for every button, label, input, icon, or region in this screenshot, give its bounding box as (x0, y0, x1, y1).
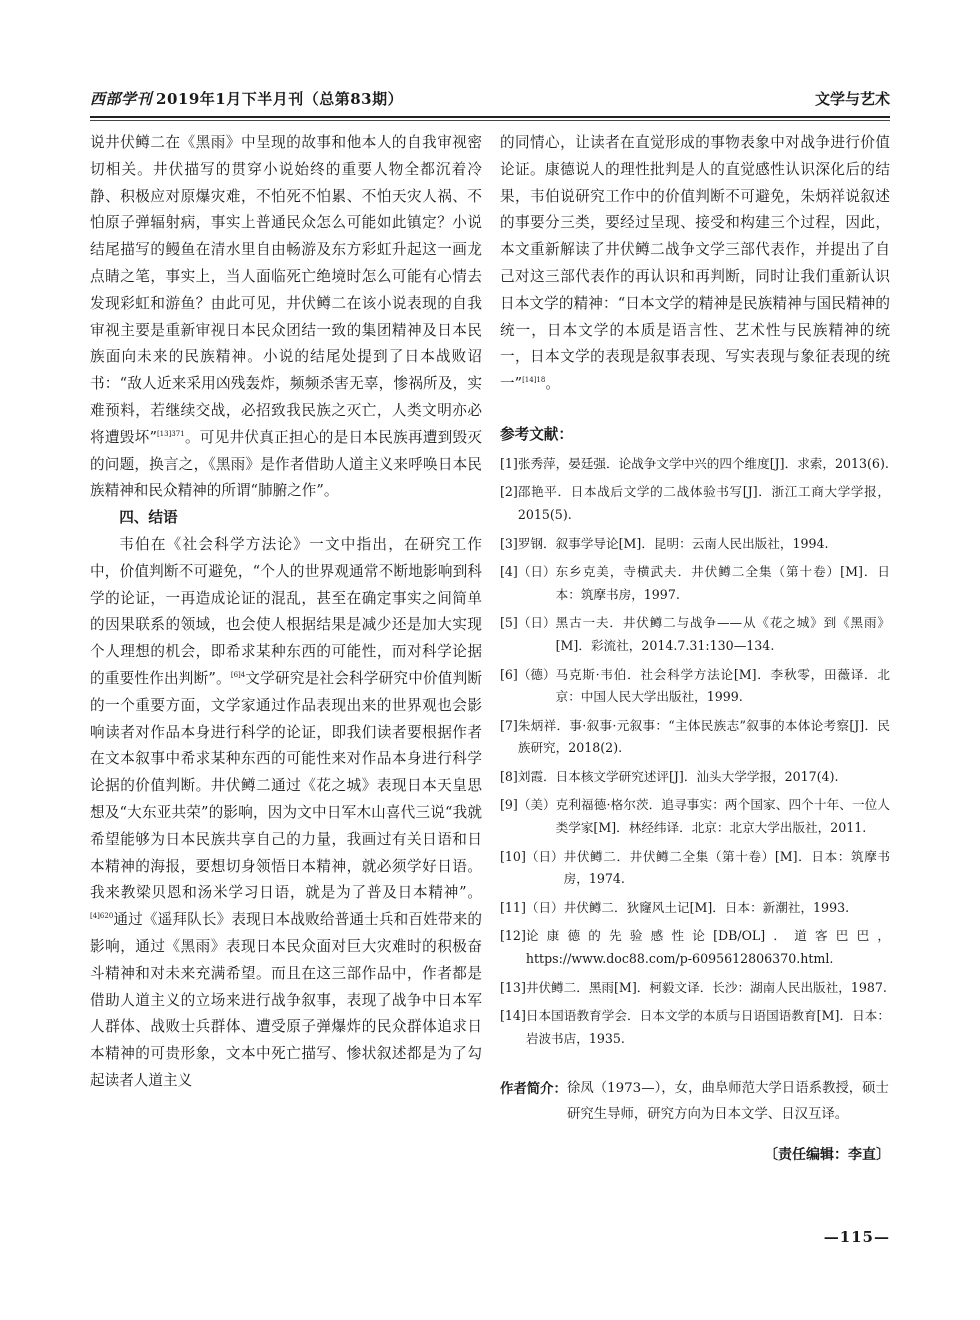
reference-item (500, 481, 890, 526)
author-bio-label: 作者简介： (500, 1081, 567, 1098)
reference-item (500, 715, 890, 760)
reference-item (500, 1005, 890, 1050)
journal-issue: 2019年1月下半月刊（总第83期） (156, 90, 404, 108)
paragraph-text: 通过《遥拜队长》表现日本战败给普通士兵和百姓带来的影响，通过《黑雨》表现日本民众面对巨大灾难时的积极奋斗精神和对未来充满希望。而且在这三部作品中，作者都是借助人道主义的立场来进行战争叙事，表现了战争中日本军人群体、战败士兵群体、遭受原子弹爆炸的民众群体追求日本精神的可贵形象，文本中死亡描写、惨状叙述都是为了勾起读者人道主义 (90, 911, 482, 1089)
reference-item (500, 846, 890, 891)
author-bio (500, 1076, 890, 1128)
reference-text: 张秀萍，晏廷强．论战争文学中兴的四个维度[J]．求索，2013(6). (517, 455, 889, 471)
reference-number: [12] (500, 928, 526, 944)
right-column (500, 130, 890, 1169)
citation-mark: [4]620 (90, 912, 114, 921)
paragraph-text: 韦伯在《社会科学方法论》一文中指出，在研究工作中，价值判断不可避免，“个人的世界观通常不断地影响到科学的论证，一再造成论证的混乱，甚至在确定事实之间简单的因果联系的领域，也会使人根据结果是减少还是加大实现个人理想的机会，即希求某种东西的可能性，而对科学论据的重要性作出判断”。 (90, 535, 482, 687)
reference-number: [14] (500, 1008, 526, 1024)
reference-item (500, 766, 890, 789)
citation-mark: [13]371 (156, 429, 185, 438)
body-paragraph (90, 532, 482, 1095)
reference-text: 马克斯·韦伯．社会科学方法论[M]．李秋零，田薇译．北京：中国人民大学出版社，1999. (555, 666, 890, 705)
reference-number: [1] (500, 455, 518, 471)
citation-mark: [14]18 (522, 376, 546, 385)
reference-number: [10]（日） (500, 848, 564, 864)
reference-number: [5]（日） (500, 615, 556, 631)
paragraph-text: 。可见井伏真正担心的是日本民族再遭到毁灭的问题，换言之，《黑雨》是作者借助人道主义来呼唤日本民族精神和民众精神的所谓“肺腑之作”。 (90, 428, 482, 500)
reference-text: 论康德的先验感性论[DB/OL]．道客巴巴，https://www.doc88.com/p-6095612806370.html. (525, 928, 890, 967)
reference-item (500, 925, 890, 970)
reference-item (500, 612, 890, 657)
reference-number: [3] (500, 535, 518, 551)
journal-name: 西部学刊 (90, 90, 153, 108)
running-header (90, 88, 890, 118)
responsible-editor: 〔责任编辑：李直〕 (764, 1147, 890, 1164)
reference-number: [7] (500, 717, 518, 733)
reference-number: [13] (500, 979, 526, 995)
body-paragraph (90, 130, 482, 505)
reference-text: 邵艳平．日本战后文学的二战体验书写[J]．浙江工商大学学报，2015(5). (517, 484, 890, 522)
header-rule-thin (90, 120, 890, 121)
reference-number: [2] (500, 484, 518, 500)
reference-number: [6]（德） (500, 666, 556, 682)
header-rule (90, 116, 890, 118)
reference-item (500, 794, 890, 839)
reference-text: 克利福德·格尔茨．追寻事实：两个国家、四个十年、一位人类学家[M]．林经纬译．北京：北京大学出版社，2011. (555, 797, 890, 836)
left-column (90, 130, 482, 1095)
reference-item (500, 897, 890, 920)
reference-list (500, 453, 890, 1051)
reference-text: 东乡克美，寺横武夫．井伏鳟二全集（第十卷）[M]．日本：筑摩书房，1997. (555, 564, 890, 602)
reference-item (500, 533, 890, 556)
reference-text: 刘霞．日本核文学研究述评[J]．汕头大学学报，2017(4). (517, 768, 839, 784)
reference-number: [11]（日） (500, 899, 564, 915)
reference-item (500, 453, 890, 476)
paragraph-text: 的同情心，让读者在直觉形成的事物表象中对战争进行价值论证。康德说人的理性批判是人的直觉感性认识深化后的结果，韦伯说研究工作中的价值判断不可避免，朱炳祥说叙述的事要分三类，要经过呈现、接受和构建三个过程，因此，本文重新解读了井伏鳟二战争文学三部代表作，并提出了自己对这三部代表作的再认识和再判断，同时让我们重新认识日本文学的精神：“日本文学的精神是民族精神与国民精神的统一，日本文学的本质是语言性、艺术性与民族精神的统一，日本文学的表现是叙事表现、写实表现与象征表现的统一” (500, 134, 890, 393)
reference-text: 罗钢．叙事学导论[M]．昆明：云南人民出版社，1994. (517, 535, 829, 551)
section-heading: 四、结语 (119, 509, 178, 527)
reference-text: 井伏鳟二．狄窿风土记[M]．日本：新潮社，1993. (563, 899, 850, 915)
reference-text: 朱炳祥．事·叙事·元叙事：“主体民族志”叙事的本体论考察[J]．民族研究，2018(2). (517, 717, 890, 756)
reference-text: 井伏鳟二．井伏鳟二全集（第十卷）[M]．日本：筑摩书房，1974. (563, 848, 890, 887)
reference-number: [4]（日） (500, 564, 556, 580)
reference-text: 黑古一夫．井伏鳟二与战争——从《花之城》到《黑雨》[M]．彩流社，2014.7.31:130—134. (555, 615, 890, 653)
reference-number: [9]（美） (500, 797, 556, 813)
references-heading: 参考文献： (500, 425, 573, 443)
author-bio-text: 徐凤（1973—），女，曲阜师范大学日语系教授，硕士研究生导师，研究方向为日本文学、日汉互译。 (566, 1081, 889, 1123)
section-tag: 文学与艺术 (814, 90, 890, 108)
citation-mark: [6]4 (230, 671, 246, 680)
reference-text: 日本国语教育学会．日本文学的本质与日语国语教育[M]．日本：岩波书店，1935. (525, 1008, 890, 1046)
page-number: —115— (823, 1228, 890, 1246)
reference-item (500, 977, 890, 1000)
reference-number: [8] (500, 768, 518, 784)
journal-title (90, 88, 403, 109)
paragraph-text: 说井伏鳟二在《黑雨》中呈现的故事和他本人的自我审视密切相关。井伏描写的贯穿小说始终的重要人物全都沉着冷静、积极应对原爆灾难，不怕死不怕累、不怕天灾人祸、不怕原子弹辐射病，事实上普通民众怎么可能如此镇定？小说结尾描写的鳗鱼在清水里自由畅游及东方彩虹升起这一画龙点睛之笔，事实上，当人面临死亡绝境时怎么可能有心情去发现彩虹和游鱼？由此可见，井伏鳟二在该小说表现的自我审视主要是重新审视日本民众团结一致的集团精神及日本民族面向未来的民族精神。小说的结尾处提到了日本战败诏书：“敌人近来采用凶残轰炸，频频杀害无辜，惨祸所及，实难预料，若继续交战，必招致我民族之灭亡，人类文明亦必将遭毁坏” (90, 134, 482, 446)
paragraph-text: 文学研究是社会科学研究中价值判断的一个重要方面，文学家通过作品表现出来的世界观也会影响读者对作品本身进行科学的论证，即我们读者要根据作者在文本叙事中希求某种东西的可能性来对作品本身进行科学论据的价值判断。井伏鳟二通过《花之城》表现日本天皇思想及“大东亚共荣”的影响，因为文中日军木山喜代三说“我就希望能够为日本民族共享自己的力量，我画过有关日语和日本精神的海报，要想切身领悟日本精神，就必须学好日语。我来教梁贝恩和汤米学习日语，就是为了普及日本精神”。 (90, 669, 482, 902)
paragraph-text: 。 (545, 375, 560, 393)
reference-item (500, 664, 890, 709)
reference-text: 井伏鳟二．黑雨[M]．柯毅文译．长沙：湖南人民出版社，1987. (525, 979, 887, 995)
reference-item (500, 561, 890, 606)
body-paragraph (500, 130, 890, 398)
